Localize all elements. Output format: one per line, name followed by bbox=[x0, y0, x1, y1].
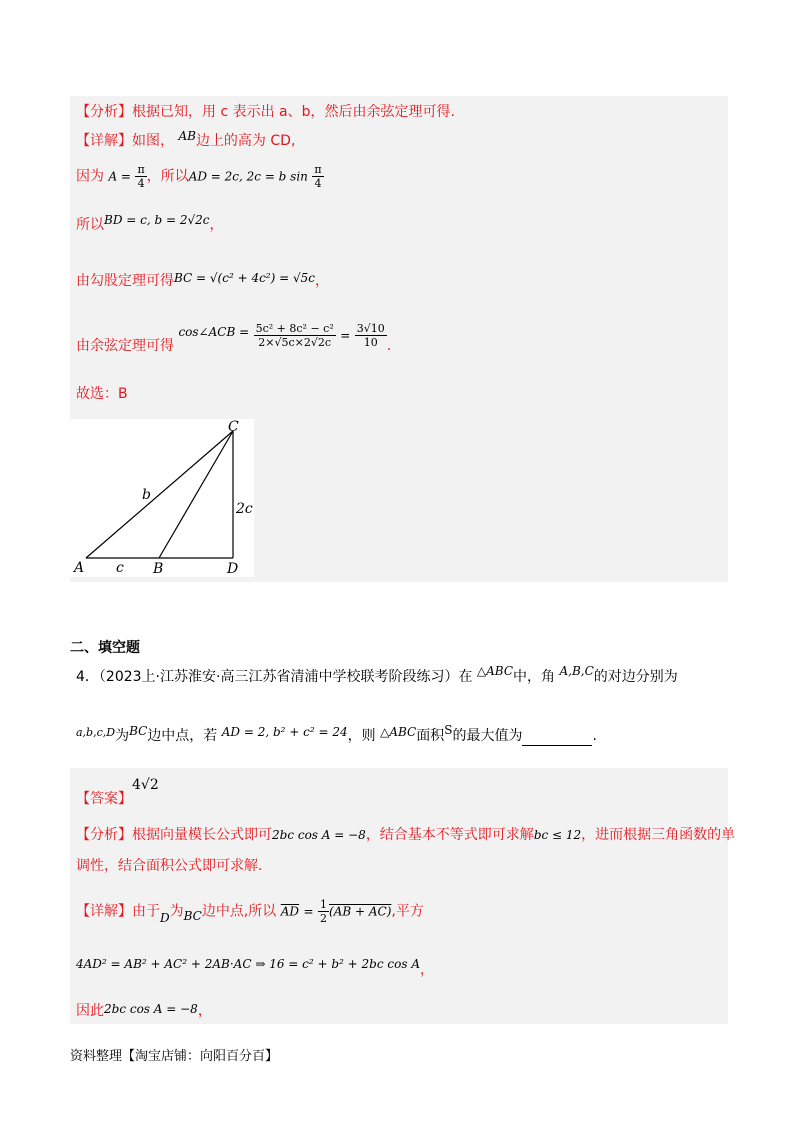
detail2-half bbox=[318, 898, 329, 925]
analysis2-e1: 2bc cos A = −8 bbox=[272, 828, 366, 842]
eq4-rden: 10 bbox=[363, 336, 378, 349]
q4-wei: 为 bbox=[115, 728, 130, 744]
eq4-num: 5c² + 8c² − c² bbox=[255, 322, 334, 335]
detail2-line-3 bbox=[76, 1002, 212, 1020]
so2-text: 所以 bbox=[76, 217, 104, 233]
comma-2: ， bbox=[314, 273, 329, 289]
solution-block-4 bbox=[70, 768, 728, 1024]
q4-triangle: △ABC bbox=[476, 664, 514, 678]
detail2-vAD: $\overline{AD}$ bbox=[280, 904, 300, 919]
math-eq1: AD = 2c, 2c = b sin bbox=[188, 169, 308, 184]
answer-value: 4√2 bbox=[132, 777, 159, 793]
pyth-text: 由勾股定理可得 bbox=[76, 273, 174, 289]
detail2-eq: = bbox=[303, 904, 314, 919]
analysis-line bbox=[76, 103, 455, 121]
detail2-BC: BC bbox=[183, 908, 202, 923]
height-text: 边上的高为 CD, bbox=[195, 133, 296, 149]
choose-answer: 故选：B bbox=[76, 386, 128, 402]
q4-number: 4． bbox=[76, 669, 99, 685]
detail2-e4: 2bc cos A = −8 bbox=[104, 1002, 198, 1016]
detail2-t4: 因此 bbox=[76, 1003, 104, 1019]
q4-area: 面积 bbox=[416, 728, 445, 744]
eq4-frac bbox=[254, 322, 336, 349]
comma: ， bbox=[209, 217, 224, 233]
four: 4 bbox=[137, 177, 145, 190]
detail2-l2-comma: ， bbox=[419, 962, 434, 978]
detail-line-3 bbox=[76, 213, 224, 234]
q4-condition: AD = 2, b² + c² = 24 bbox=[221, 725, 348, 739]
detail-intro: 如图， bbox=[132, 133, 174, 149]
eq4-den: 2×√5c×2√2c bbox=[258, 336, 332, 349]
label-A: A bbox=[74, 560, 85, 576]
half-num: 1 bbox=[320, 898, 328, 911]
q4-midpoint: 边中点，若 bbox=[147, 728, 218, 744]
math-eqA: A = bbox=[108, 169, 131, 184]
answer-line bbox=[76, 777, 159, 807]
answer-label: 【答案】 bbox=[76, 791, 132, 807]
analysis-label: 【分析】 bbox=[76, 104, 132, 120]
q4-triangle-2: △ABC bbox=[380, 725, 417, 739]
pi-2: π bbox=[314, 163, 322, 176]
q4-ze: ，则 bbox=[347, 728, 376, 744]
analysis-text: 根据已知，用 c 表示出 a、b，然后由余弦定理可得. bbox=[132, 104, 455, 120]
eq4-rnum: 3√10 bbox=[356, 322, 385, 335]
analysis2-line-1 bbox=[76, 826, 735, 844]
detail2-line-2 bbox=[76, 955, 434, 978]
analysis2-t1: 根据向量模长公式即可 bbox=[132, 827, 272, 843]
q4-duibian: 的对边分别为 bbox=[593, 669, 678, 685]
q4-source: （2023上·江苏淮安·高三江苏省清浦中学校联考阶段练习）在 bbox=[98, 669, 473, 685]
so-text: ，所以 bbox=[146, 168, 189, 185]
detail2-t2: 边中点,所以 bbox=[201, 903, 277, 920]
four-2: 4 bbox=[314, 177, 322, 190]
label-C: C bbox=[228, 419, 239, 435]
detail-line-5 bbox=[76, 322, 392, 354]
math-eq3: BC = √(c² + 4c²) = √5c bbox=[174, 271, 315, 285]
eq4-rfrac bbox=[355, 322, 387, 349]
analysis2-e2: bc ≤ 12 bbox=[533, 828, 582, 842]
label-b: b bbox=[142, 487, 151, 503]
detail2-t1: 由于 bbox=[132, 903, 160, 920]
section-heading: 二、填空题 bbox=[70, 640, 140, 656]
analysis2-line-2: 调性，结合面积公式即可求解. bbox=[76, 858, 263, 874]
footer-text: 资料整理【淘宝店铺：向阳百分百】 bbox=[70, 1049, 279, 1064]
analysis2-label: 【分析】 bbox=[76, 827, 132, 843]
triangle-figure bbox=[70, 419, 254, 577]
q4-vars: a,b,c,D bbox=[76, 726, 116, 739]
label-D: D bbox=[227, 561, 239, 577]
detail-label: 【详解】 bbox=[76, 133, 132, 149]
detail2-D: D bbox=[160, 910, 170, 925]
detail2-vsum: (AB + AC) bbox=[329, 904, 392, 919]
detail2-e4-comma: ， bbox=[197, 1003, 212, 1019]
label-B: B bbox=[153, 561, 164, 577]
eq4-period: . bbox=[386, 337, 392, 354]
answer-blank bbox=[522, 731, 592, 746]
pi: π bbox=[137, 163, 145, 176]
q4-S: S bbox=[444, 723, 453, 737]
detail-line-1 bbox=[76, 129, 296, 150]
math-ab: AB bbox=[178, 129, 196, 143]
q4-line-2 bbox=[76, 723, 597, 746]
detail2-l2: 4AD² = AB² + AC² + 2AB·AC ⇒ 16 = c² + b² + 2bc cos A bbox=[76, 957, 420, 971]
detail2-wei: 为 bbox=[169, 903, 184, 920]
q4-line-1 bbox=[76, 664, 678, 686]
half-den: 2 bbox=[320, 912, 328, 925]
q4-bc: BC bbox=[129, 724, 148, 738]
label-c: c bbox=[116, 560, 124, 576]
detail2-label: 【详解】 bbox=[76, 903, 132, 920]
q4-angles: A,B,C bbox=[559, 664, 594, 678]
eq4-eq: = bbox=[340, 328, 351, 343]
label-2c: 2c bbox=[236, 501, 253, 517]
pi-over-four bbox=[135, 163, 146, 190]
q4-end: . bbox=[592, 728, 597, 744]
cosrule-text: 由余弦定理可得 bbox=[76, 337, 174, 354]
math-eq4-lhs: cos∠ACB = bbox=[178, 324, 250, 339]
q4-max: 的最大值为 bbox=[452, 728, 523, 744]
detail2-t3: ,平方 bbox=[391, 903, 424, 920]
pi-over-four-2 bbox=[312, 163, 323, 190]
analysis2-t3: ，进而根据三角函数的单 bbox=[581, 827, 736, 843]
math-eq2: BD = c, b = 2√2c bbox=[104, 213, 210, 227]
analysis2-t2: ，结合基本不等式即可求解 bbox=[365, 827, 534, 843]
detail2-line-1 bbox=[76, 898, 424, 925]
q4-zhong: 中，角 bbox=[513, 669, 556, 685]
because-text: 因为 bbox=[76, 168, 104, 185]
detail-line-4 bbox=[76, 272, 329, 290]
detail-line-2 bbox=[76, 163, 324, 190]
